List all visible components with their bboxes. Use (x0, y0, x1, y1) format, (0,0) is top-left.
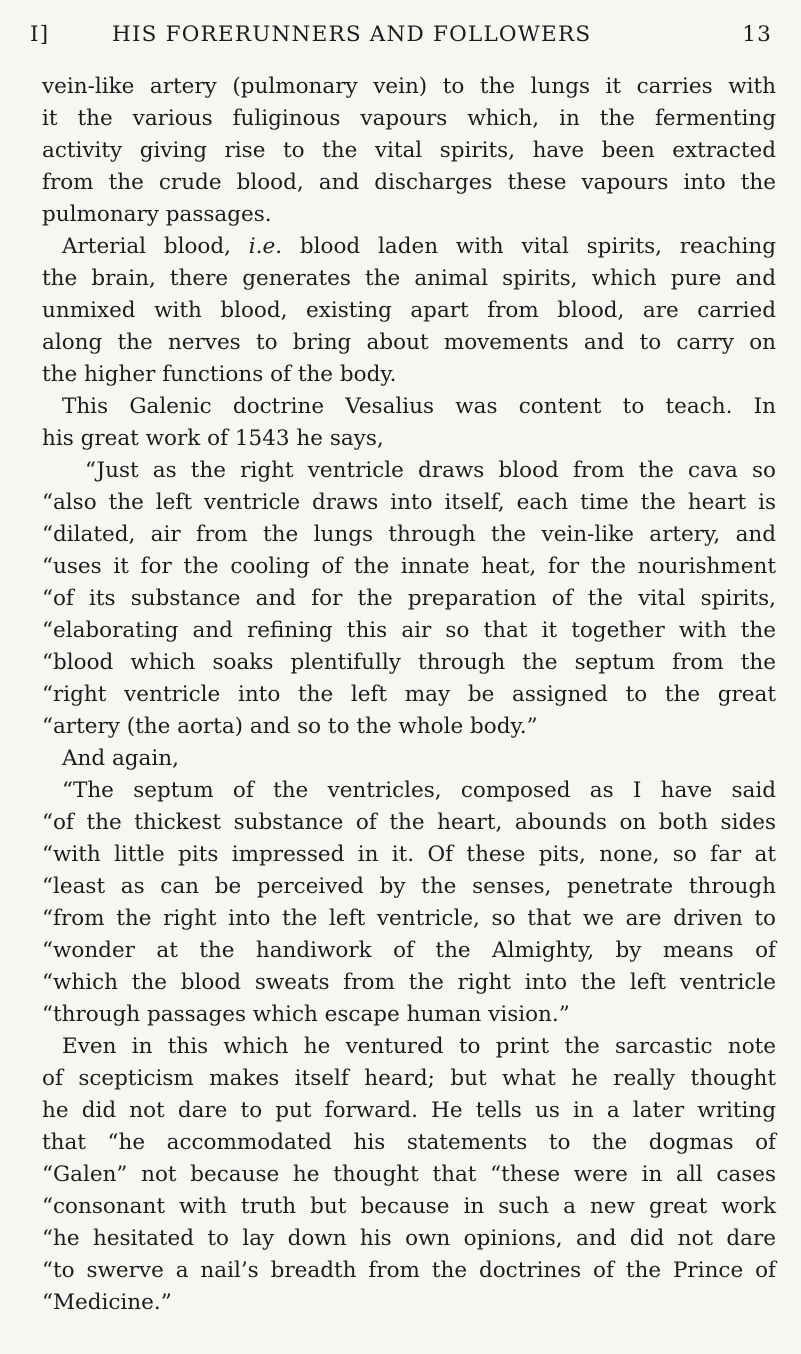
text-line-content: “of its substance and for the preparation of the vital spirits, (42, 586, 776, 611)
text-line-content: “through passages which escape human vision.” (42, 1002, 570, 1027)
text-line (42, 615, 776, 647)
text-line-content: “elaborating and refining this air so that it together with the (42, 618, 776, 643)
text-line (42, 359, 776, 391)
text-line (42, 231, 776, 263)
text-line (42, 1127, 776, 1159)
text-line-content: “The septum of the ventricles, composed as I have said (62, 778, 776, 803)
text-line-content: from the crude blood, and discharges these vapours into the (42, 170, 776, 195)
text-line (42, 647, 776, 679)
text-line-content: “of the thickest substance of the heart, abounds on both sides (42, 810, 776, 835)
text-line-content: along the nerves to bring about movements and to carry on (42, 330, 776, 355)
text-line-content: And again, (62, 746, 179, 771)
text-line (42, 903, 776, 935)
text-line (42, 167, 776, 199)
text-line (42, 519, 776, 551)
text-line-content: “wonder at the handiwork of the Almighty, by means of (42, 938, 776, 963)
text-line-content: his great work of 1543 he says, (42, 426, 384, 451)
text-line (42, 327, 776, 359)
text-line-content: “consonant with truth but because in such a new great work (42, 1194, 776, 1219)
text-line-content: “blood which soaks plentifully through the septum from the (42, 650, 776, 675)
text-line (42, 999, 776, 1031)
text-line-content: “which the blood sweats from the right into the left ventricle (42, 970, 776, 995)
text-line-content: the brain, there generates the animal spirits, which pure and (42, 266, 776, 291)
text-line (42, 455, 776, 487)
text-line-content: vein-like artery (pulmonary vein) to the lungs it carries with (42, 74, 776, 99)
text-line (42, 839, 776, 871)
text-line (42, 71, 776, 103)
text-line-content: “he hesitated to lay down his own opinions, and did not dare (42, 1226, 776, 1251)
text-line-content: it the various fuliginous vapours which, in the fermenting (42, 106, 776, 131)
text-line (42, 1223, 776, 1255)
text-line (42, 583, 776, 615)
text-line (42, 391, 776, 423)
text-line (42, 1159, 776, 1191)
text-line-content: “Just as the right ventricle draws blood from the cava so (85, 458, 776, 483)
text-line (42, 871, 776, 903)
text-line-content: of scepticism makes itself heard; but what he really thought (42, 1066, 776, 1091)
text-line (42, 1031, 776, 1063)
text-line (42, 1255, 776, 1287)
text-line (42, 935, 776, 967)
text-line (42, 807, 776, 839)
text-line-content: “dilated, air from the lungs through the vein-like artery, and (42, 522, 776, 547)
text-line-content: activity giving rise to the vital spirits, have been extracted (42, 138, 776, 163)
text-line (42, 135, 776, 167)
text-line-content: “from the right into the left ventricle, so that we are driven to (42, 906, 776, 931)
text-line-content: Even in this which he ventured to print the sarcastic note (62, 1034, 776, 1059)
text-line-content: “least as can be perceived by the senses, penetrate through (42, 874, 776, 899)
running-header (30, 22, 772, 54)
text-line (42, 743, 776, 775)
text-line (42, 423, 776, 455)
text-line-content: This Galenic doctrine Vesalius was content to teach. In (62, 394, 776, 419)
text-line-content: that “he accommodated his statements to the dogmas of (42, 1130, 776, 1155)
text-line-content: “uses it for the cooling of the innate heat, for the nourishment (42, 554, 776, 579)
text-line-content: “Medicine.” (42, 1290, 172, 1315)
text-line (42, 551, 776, 583)
text-line (42, 775, 776, 807)
text-line (42, 679, 776, 711)
page-body (42, 71, 776, 1319)
text-line (42, 711, 776, 743)
text-line-content: pulmonary passages. (42, 202, 272, 227)
running-title: HIS FORERUNNERS AND FOLLOWERS (112, 22, 592, 47)
text-line (42, 487, 776, 519)
text-line (42, 263, 776, 295)
text-line-content: “artery (the aorta) and so to the whole body.” (42, 714, 538, 739)
text-line-content: “to swerve a nail’s breadth from the doctrines of the Prince of (42, 1258, 776, 1283)
text-line-content: “right ventricle into the left may be assigned to the great (42, 682, 776, 707)
text-line-content: “Galen” not because he thought that “these were in all cases (42, 1162, 776, 1187)
text-line (42, 103, 776, 135)
text-line (42, 967, 776, 999)
chapter-number: I] (30, 22, 50, 47)
text-line-content: he did not dare to put forward. He tells us in a later writing (42, 1098, 776, 1123)
text-line-content: “also the left ventricle draws into itself, each time the heart is (42, 490, 776, 515)
text-line-content: Arterial blood, i.e. blood laden with vital spirits, reaching (62, 234, 776, 259)
text-line-content: unmixed with blood, existing apart from blood, are carried (42, 298, 776, 323)
text-line (42, 1191, 776, 1223)
text-line (42, 199, 776, 231)
text-line (42, 295, 776, 327)
text-line (42, 1287, 776, 1319)
text-line (42, 1095, 776, 1127)
text-line-content: the higher functions of the body. (42, 362, 397, 387)
text-line (42, 1063, 776, 1095)
text-line-content: “with little pits impressed in it. Of these pits, none, so far at (42, 842, 776, 867)
page-number: 13 (742, 22, 772, 47)
